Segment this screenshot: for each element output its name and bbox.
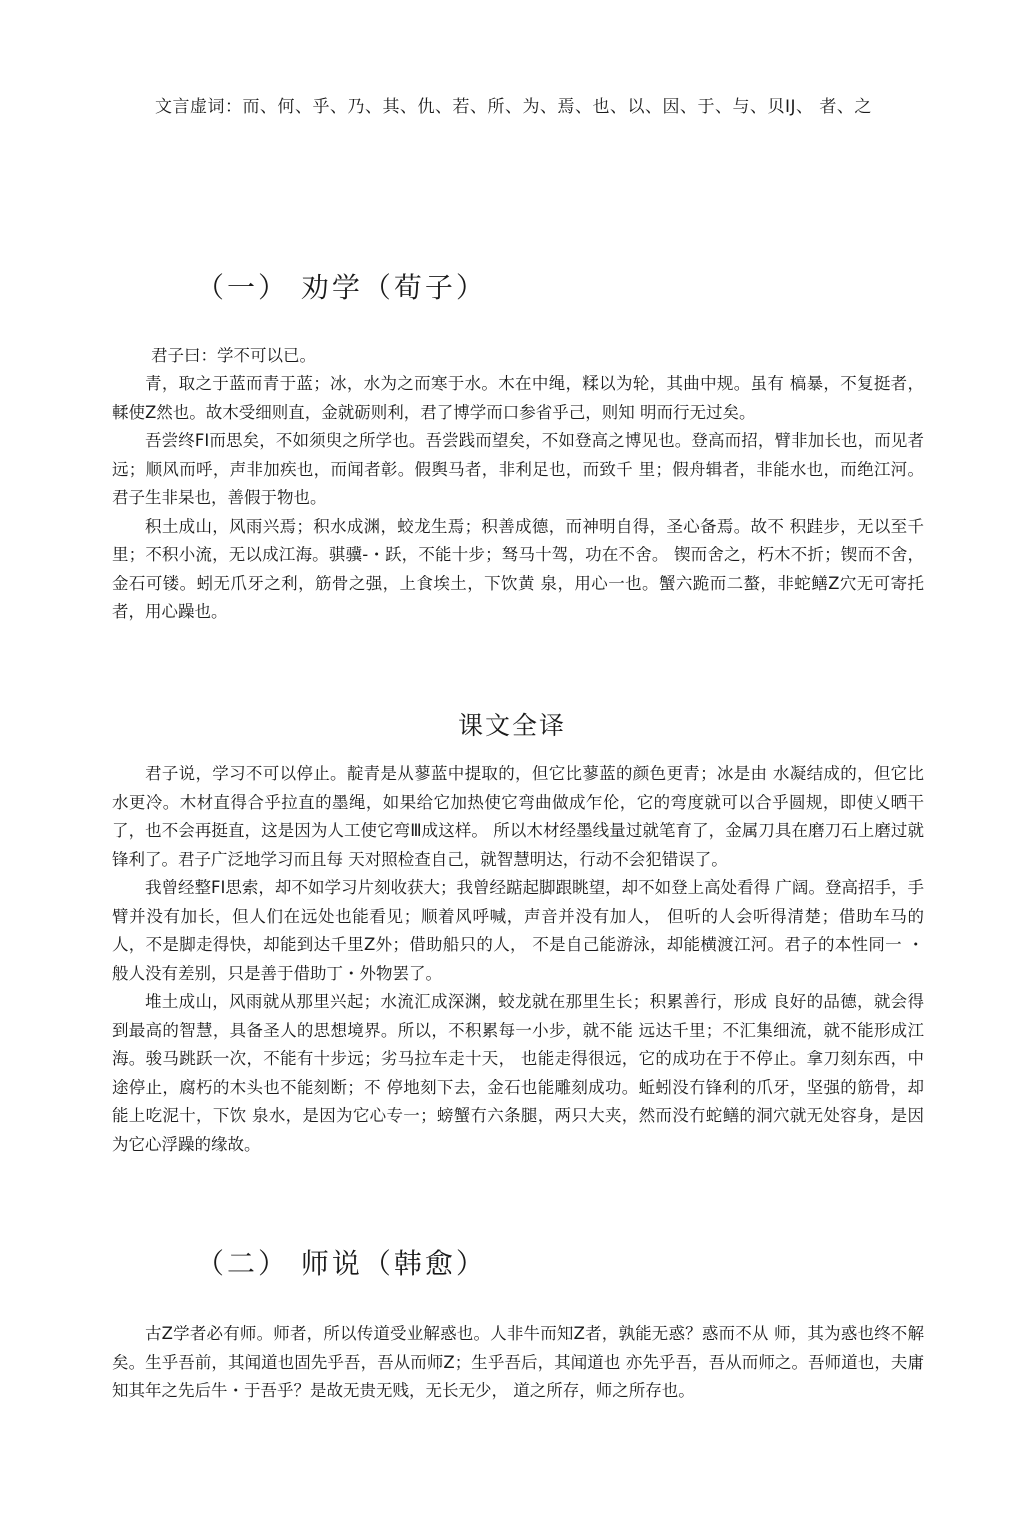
paragraph: 吾尝终FI而思矣，不如须臾之所学也。吾尝践而望矣，不如登高之博见也。登高而招，臂非加长也，而见者远；顺风而呼，声非加疾也，而闻者彰。假舆马者，非利足也，而致千 里；假舟辑者，非能水也，而绝江河。君子生非杲也，善假于物也。 [112, 431, 924, 507]
function-words-line: 文言虚词：而、何、乎、乃、其、仇、若、所、为、焉、也、以、因、于、与、贝IJ、 者、之 [155, 97, 872, 117]
shishuo-body [112, 1320, 924, 1406]
translation-body [112, 760, 924, 1159]
paragraph: 古Z学者必有师。师者，所以传道受业解惑也。人非牛而知Z者，孰能无惑？惑而不从 师，其为惑也终不解矣。生乎吾前，其闻道也固先乎吾，吾从而师Z；生乎吾后，其闻道也 亦先乎吾，吾从而师之。吾师道也，夫庸知其年之先后牛・于吾乎？是故无贵无贱，无长无少， 道之所存，师之所存也。 [112, 1324, 924, 1400]
section-title-shishuo: （二） 师说（韩愈） [196, 1247, 487, 1280]
paragraph: 青，取之于蓝而青于蓝；冰，水为之而寒于水。木在中绳，糅以为轮，其曲中规。虽有 槁暴，不复挺者，輮使Z然也。故木受细则直，金就砺则利，君了博学而口参省乎己，则知 明而行无过矣。 [112, 374, 924, 422]
paragraph: 君子说，学习不可以停止。靛青是从蓼蓝中提取的，但它比蓼蓝的颜色更青；冰是由 水凝结成的，但它比水更冷。木材直得合乎拉直的墨绳，如果给它加热使它弯曲做成乍伦，它的弯度就可以合乎圆规，即使乂晒干了，也不会再挺直，这是因为人工使它弯Ⅲ成这样。 所以木材经墨线量过就笔育了，金属刀具在磨刀石上磨过就锋利了。君子广泛地学习而且每 天对照检查自己，就智慧明达，行动不会犯错误了。 [112, 764, 924, 869]
paragraph: 堆土成山，风雨就从那里兴起；水流汇成深渊，蛟龙就在那里生长；积累善行，形成 良好的品德，就会得到最高的智慧，具备圣人的思想境界。所以，不积累每一小步，就不能 远达千里；不汇集细流，就不能形成江海。骏马跳跃一次，不能有十步远；劣马拉车走十天， 也能走得很远，它的成功在于不停止。拿刀刻东西，中途停止，腐朽的木头也不能刻断；不 停地刻下去，金石也能雕刻成功。蚯蚓没冇锋利的爪牙，坚强的筋骨，却能上吃泥十，下饮 泉水，是因为它心专一；螃蟹冇六条腿，两只大夹，然而没冇蛇鳝的洞穴就无处容身，是因 为它心浮躁的缘故。 [112, 992, 924, 1154]
section-title-translation: 课文全译 [457, 711, 566, 740]
paragraph: 积土成山，风雨兴焉；积水成渊，蛟龙生焉；积善成德，而神明自得，圣心备焉。故不 积跬步，无以至千里；不积小流，无以成江海。骐骥-・跃，不能十步；驽马十驾，功在不舍。 锲而舍之，朽木不折；锲而不舍，金石可镂。蚓无爪牙之利，筋骨之强，上食埃土，下饮黄 泉，用心一也。蟹六跪而二螯，非蛇鳝Z穴无可寄托者，用心躁也。 [112, 516, 924, 621]
section-opening-line: 君子曰：学不可以已。 [151, 346, 316, 365]
quanxue-body [112, 370, 924, 627]
paragraph: 我曾经整FI思索，却不如学习片刻收获大；我曾经踮起脚跟眺望，却不如登上高处看得 广阔。登高招手，手臂并没有加长，但人们在远处也能看见；顺着风呼喊，声音并没有加人， 但听的人会听得清楚；借助车马的人，不是脚走得快，却能到达千里Z外；借助船只的人， 不是自己能游泳，却能横渡江河。君子的本性同一 ・般人没有差别，只是善于借助丁・外物罢了。 [112, 878, 924, 983]
section-title-quanxue: （一） 劝学（荀子） [196, 271, 487, 304]
